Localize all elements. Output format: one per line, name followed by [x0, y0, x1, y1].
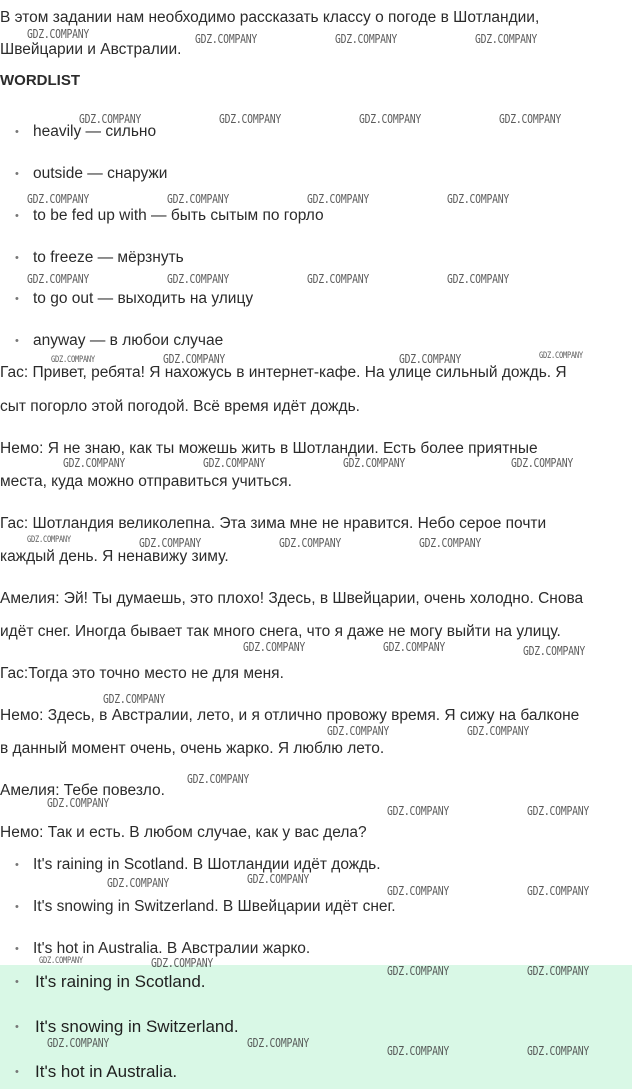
watermark: GDZ.COMPANY: [243, 639, 305, 654]
watermark: GDZ.COMPANY: [387, 1043, 449, 1058]
watermark: GDZ.COMPANY: [203, 455, 265, 470]
summary-item: • It's snowing in Switzerland. В Швейцарии идёт снег.: [17, 897, 396, 917]
watermark: GDZ.COMPANY: [387, 963, 449, 978]
dialogue-line: места, куда можно отправиться учиться.: [0, 473, 292, 490]
watermark: GDZ.COMPANY: [139, 535, 201, 550]
dialogue-line: в данный момент очень, очень жарко. Я люблю лето.: [0, 740, 385, 757]
watermark: GDZ.COMPANY: [63, 455, 125, 470]
watermark: GDZ.COMPANY: [51, 355, 95, 365]
watermark: GDZ.COMPANY: [307, 271, 369, 286]
dialogue-line: Гас: Привет, ребята! Я нахожусь в интернет-кафе. На улице сильный дождь. Я: [0, 364, 567, 381]
watermark: GDZ.COMPANY: [499, 111, 561, 126]
watermark: GDZ.COMPANY: [247, 871, 309, 886]
dialogue-line: Гас:Тогда это точно место не для меня.: [0, 665, 284, 682]
answer-box: [0, 965, 632, 1089]
watermark: GDZ.COMPANY: [335, 31, 397, 46]
intro-line-1: В этом задании нам необходимо рассказать классу о погоде в Шотландии,: [0, 9, 540, 26]
watermark: GDZ.COMPANY: [195, 31, 257, 46]
watermark: GDZ.COMPANY: [475, 31, 537, 46]
watermark: GDZ.COMPANY: [523, 643, 585, 658]
dialogue-line: Амелия: Эй! Ты думаешь, это плохо! Здесь, в Швейцарии, очень холодно. Снова: [0, 590, 584, 607]
watermark: GDZ.COMPANY: [247, 1035, 309, 1050]
wordlist-item: • outside — снаружи: [17, 164, 167, 184]
answer-item: • It's snowing in Switzerland.: [17, 1016, 239, 1038]
wordlist-item: • anyway — в любои случае: [17, 331, 223, 351]
dialogue-line: Немо: Я не знаю, как ты можешь жить в Шотландии. Есть более приятные: [0, 440, 538, 457]
watermark: GDZ.COMPANY: [383, 639, 445, 654]
watermark: GDZ.COMPANY: [39, 956, 83, 966]
intro-line-2: Швейцарии и Австралии.: [0, 41, 182, 58]
watermark: GDZ.COMPANY: [307, 191, 369, 206]
watermark: GDZ.COMPANY: [419, 535, 481, 550]
dialogue-line: Немо: Так и есть. В любом случае, как у вас дела?: [0, 824, 367, 841]
watermark: GDZ.COMPANY: [163, 351, 225, 366]
watermark: GDZ.COMPANY: [447, 191, 509, 206]
wordlist-item: • to go out — выходить на улицу: [17, 289, 253, 309]
watermark: GDZ.COMPANY: [27, 26, 89, 41]
dialogue-line: Гас: Шотландия великолепна. Эта зима мне не нравится. Небо серое почти: [0, 515, 547, 532]
watermark: GDZ.COMPANY: [47, 795, 109, 810]
wordlist-item: • to be fed up with — быть сытым по горло: [17, 206, 324, 226]
watermark: GDZ.COMPANY: [27, 271, 89, 286]
watermark: GDZ.COMPANY: [219, 111, 281, 126]
watermark: GDZ.COMPANY: [279, 535, 341, 550]
wordlist-item: • heavily — сильно: [17, 122, 156, 142]
watermark: GDZ.COMPANY: [447, 271, 509, 286]
dialogue-line: идёт снег. Иногда бывает так много снега, что я даже не могу выйти на улицу.: [0, 623, 561, 640]
watermark: GDZ.COMPANY: [359, 111, 421, 126]
watermark: GDZ.COMPANY: [539, 351, 583, 361]
watermark: GDZ.COMPANY: [399, 351, 461, 366]
answer-item: • It's raining in Scotland.: [17, 971, 206, 993]
watermark: GDZ.COMPANY: [167, 191, 229, 206]
watermark: GDZ.COMPANY: [27, 535, 71, 545]
watermark: GDZ.COMPANY: [107, 875, 169, 890]
watermark: GDZ.COMPANY: [387, 883, 449, 898]
summary-item: • It's raining in Scotland. В Шотландии идёт дождь.: [17, 855, 381, 875]
watermark: GDZ.COMPANY: [103, 691, 165, 706]
watermark: GDZ.COMPANY: [47, 1035, 109, 1050]
wordlist-title: WORDLIST: [0, 72, 80, 89]
answer-item: • It's hot in Australia.: [17, 1061, 177, 1083]
dialogue-line: Немо: Здесь, в Австралии, лето, и я отлично провожу время. Я сижу на балконе: [0, 707, 580, 724]
watermark: GDZ.COMPANY: [343, 455, 405, 470]
watermark: GDZ.COMPANY: [527, 803, 589, 818]
watermark: GDZ.COMPANY: [527, 883, 589, 898]
summary-item: • It's hot in Australia. В Австралии жарко.: [17, 939, 310, 959]
watermark: GDZ.COMPANY: [79, 111, 141, 126]
watermark: GDZ.COMPANY: [327, 723, 389, 738]
watermark: GDZ.COMPANY: [167, 271, 229, 286]
dialogue-line: каждый день. Я ненавижу зиму.: [0, 548, 229, 565]
watermark: GDZ.COMPANY: [467, 723, 529, 738]
watermark: GDZ.COMPANY: [527, 1043, 589, 1058]
watermark: GDZ.COMPANY: [151, 955, 213, 970]
wordlist-item: • to freeze — мёрзнуть: [17, 248, 184, 268]
watermark: GDZ.COMPANY: [511, 455, 573, 470]
watermark: GDZ.COMPANY: [27, 191, 89, 206]
watermark: GDZ.COMPANY: [187, 771, 249, 786]
dialogue-line: Амелия: Тебе повезло.: [0, 782, 165, 799]
watermark: GDZ.COMPANY: [527, 963, 589, 978]
dialogue-line: сыт погорло этой погодой. Всё время идёт дождь.: [0, 398, 360, 415]
watermark: GDZ.COMPANY: [387, 803, 449, 818]
